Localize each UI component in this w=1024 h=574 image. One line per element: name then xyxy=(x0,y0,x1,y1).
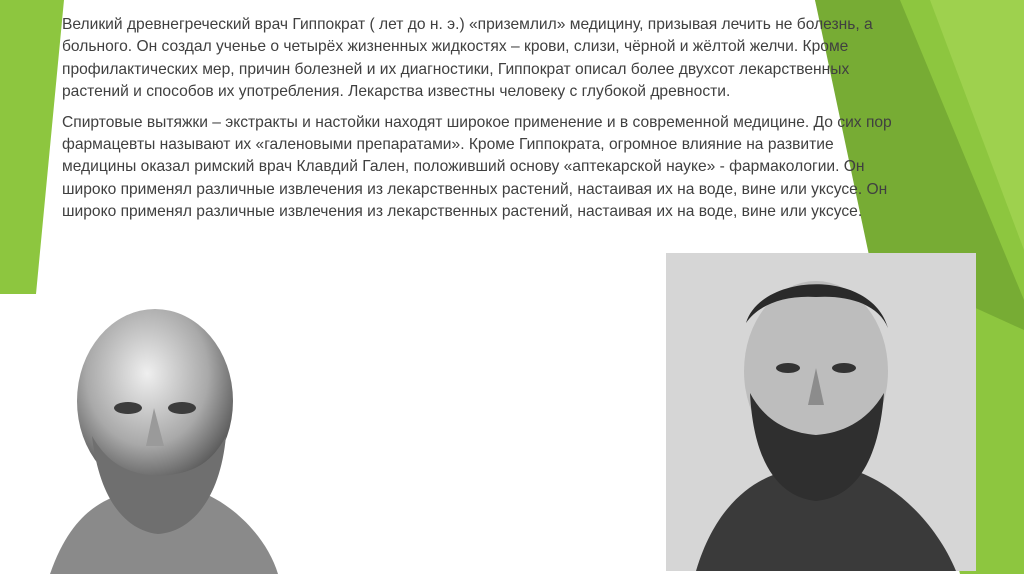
hippocrates-bust-image xyxy=(30,296,280,574)
paragraph-galen: Спиртовые вытяжки – экстракты и настойки находят широкое применение и в современной медицине. До сих пор фармацевты называют их «галеновыми препаратами». Кроме Гиппократа, огромное влияние на развитие медицины оказал римский врач Клавдий Гален, положивший основу «аптекарской науке» - фармакологии. Он широко применял различные извлечения из лекарственных растений, настаивая их на воде, вине или уксусе. Он широко применял различные извлечения из лекарственных растений, настаивая их на воде, вине или уксусе. xyxy=(62,113,892,221)
left-green-stripe xyxy=(0,0,64,294)
galen-engraving-image xyxy=(666,253,976,571)
slide-text xyxy=(62,14,902,232)
paragraph-hippocrates: Великий древнегреческий врач Гиппократ ( лет до н. э.) «приземлил» медицину, призывая лечить не болезнь, а больного. Он создал ученье о четырёх жизненных жидкостях – крови, слизи, чёрной и жёлтой желчи. Кроме профилактических мер, причин болезней и их диагностики, Гиппократ описал более двухсот лекарственных растений и способов их употребления. Лекарства известны человеку с глубокой древности. xyxy=(62,16,873,101)
